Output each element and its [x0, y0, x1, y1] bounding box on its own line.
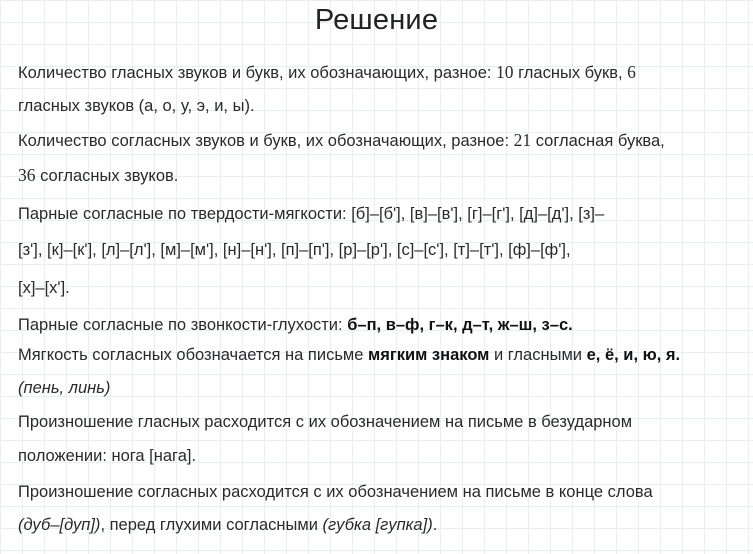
text-fragment: Количество согласных звуков и букв, их обозначающих, разное:: [18, 132, 514, 150]
text-fragment: согласная буква,: [531, 132, 665, 150]
italic-fragment: (губка [гупка]): [322, 516, 433, 534]
text-fragment: и гласными: [489, 346, 587, 364]
text-fragment: Произношение гласных расходится с их обозначением на письме в безударном: [18, 413, 633, 431]
bold-fragment: б–п, в–ф, г–к, д–т, ж–ш, з–с.: [347, 316, 573, 334]
text-line-2: [18, 96, 255, 116]
text-line-13: [18, 482, 653, 502]
text-fragment: положении: нога [нага].: [18, 447, 197, 465]
text-fragment: Мягкость согласных обозначается на письме: [18, 346, 369, 364]
text-fragment: .: [432, 516, 438, 534]
text-line-5: [18, 204, 604, 224]
text-fragment: гласных звуков (а, о, у, э, и, ы).: [18, 97, 255, 115]
text-line-11: [18, 412, 632, 432]
text-line-8: [18, 315, 573, 335]
text-fragment: Произношение согласных расходится с их обозначением на письме в конце слова: [18, 483, 653, 501]
bold-fragment: мягким знаком: [368, 346, 490, 364]
text-line-4: [18, 165, 178, 186]
text-fragment: Парные согласные по звонкости-глухости:: [18, 316, 348, 334]
text-line-12: [18, 446, 196, 466]
text-line-10: [18, 378, 110, 398]
page-title: Решение: [314, 4, 439, 36]
italic-fragment: (дуб–[дуп]): [18, 516, 101, 534]
text-line-14: [18, 515, 437, 535]
text-line-1: [18, 62, 636, 83]
text-fragment: [з'], [к]–[к'], [л]–[л'], [м]–[м'], [н]–[н'], [п]–[п'], [р]–[р'], [с]–[с'], [т]–[т'], [ф]–[ф'],: [18, 241, 571, 259]
number: 6: [627, 62, 636, 82]
text-line-3: [18, 130, 665, 151]
text-fragment: Парные согласные по твердости-мягкости: [б]–[б'], [в]–[в'], [г]–[г'], [д]–[д'], [з]–: [18, 205, 605, 223]
text-fragment: [х]–[х'].: [18, 279, 70, 297]
number: 10: [496, 62, 514, 82]
italic-fragment: (пень, линь): [18, 379, 111, 397]
text-line-7: [18, 278, 70, 298]
text-fragment: гласных букв,: [513, 64, 628, 82]
text-line-6: [18, 240, 571, 260]
text-line-9: [18, 345, 680, 365]
number: 21: [513, 130, 532, 150]
text-fragment: , перед глухими согласными: [100, 516, 323, 534]
number: 36: [18, 165, 36, 185]
text-fragment: Количество гласных звуков и букв, их обозначающих, разное:: [18, 64, 497, 82]
bold-fragment: е, ё, и, ю, я.: [586, 346, 681, 364]
text-fragment: согласных звуков.: [35, 167, 179, 185]
